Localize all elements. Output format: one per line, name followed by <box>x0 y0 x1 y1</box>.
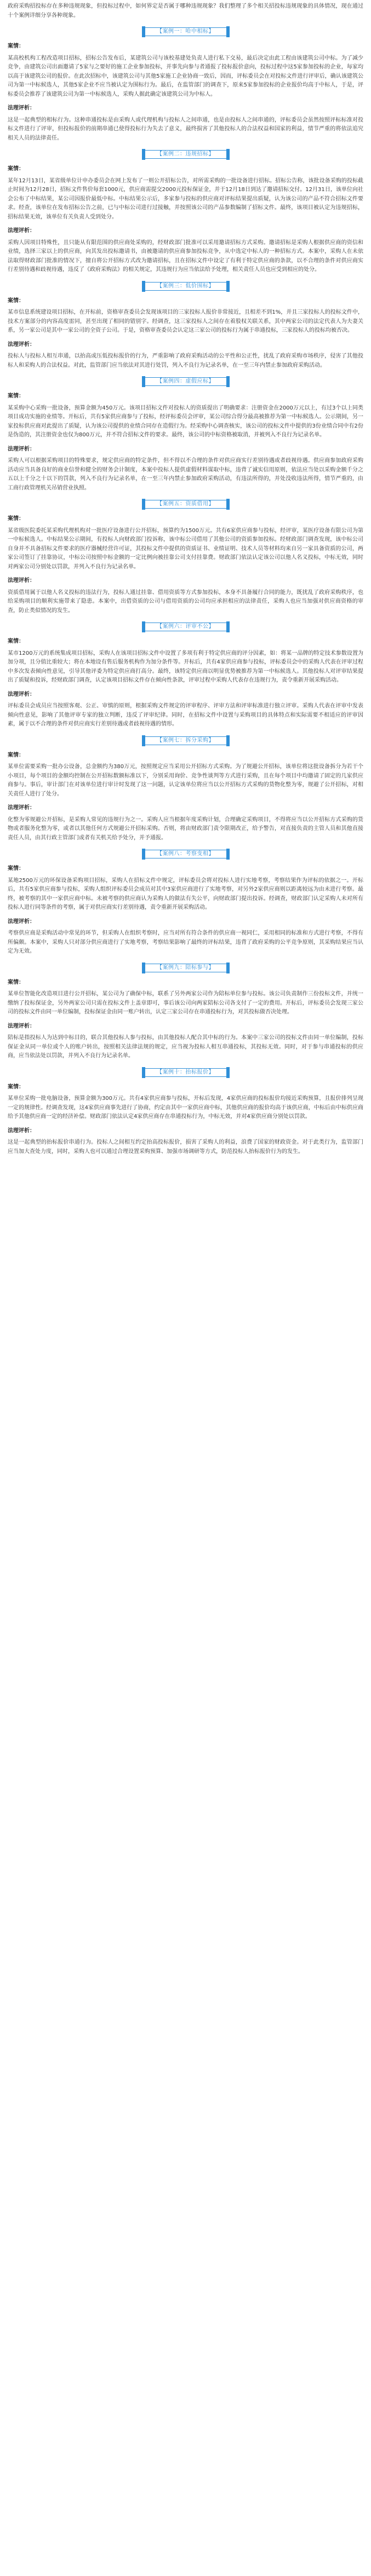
case-banner-title: 【案例二：违规招标】 <box>157 151 214 157</box>
case-body: 某单位采购一批电脑设备，预算金额为300万元。共有4家供应商参与投标，开标后发现，4家供应商的投标报价均接近采购预算，且报价排列呈现一定的规律性。经调查发现，这4家供应商事先进行了协商，约定由其中一家供应商中标，其他供应商的报价均高于该供应商，中标后由中标供应商给予其他供应商一定的经济补偿。财政部门依法认定4家供应商存在串通投标行为，中标无效，并对4家供应商分别处以罚款。 <box>8 1096 363 1120</box>
analysis-label: 法理评析： <box>8 1023 35 1029</box>
case-banner-title: 【案例八：考察变相】 <box>157 851 214 857</box>
analysis-body: 资质借用属于以他人名义投标的违法行为，投标人通过挂靠、借用资质等方式参加投标，本身不具备履行合同的能力，既扰乱了政府采购秩序，也给采购项目的顺利实施带来了隐患。本案中，出借资质的公司与借用资质的公司均应承担相应的法律责任，采购人也应当加强对供应商资格的审查，防止类似情况的发生。 <box>8 589 363 614</box>
analysis-label: 法理评析： <box>8 341 35 348</box>
case-label: 案情： <box>8 638 24 644</box>
case-banner <box>144 150 228 159</box>
case-section-4 <box>8 377 363 493</box>
case-section-1 <box>8 27 363 143</box>
case-banner-title: 【案例四：虚假应标】 <box>157 378 214 384</box>
case-body: 某年12月13日，某省级单位计申办委员会在网上发布了一则公开招标公告，对所需采购的一批设备进行招标。招标公告称，该批设备采购的投标截止时间为12月28日，招标文件售价每套1000元，供应商需提交2000元投标保证金，并于12月18日到达了邀请招标交付。12月31日，该单位向社会公布了中标结果，某公司因报价最低中标。中标结果公示后，多家参与投标的供应商对评标结果提出质疑，认为该公司的产品不符合招标文件要求。经查，该单位在发布招标公告之前，已与中标公司进行过接触，并按照该公司的产品参数编制了招标文件。最终，该项目被认定为违规招标，招标结果无效，该单位有关负责人受到处分。 <box>8 177 363 220</box>
case-section-6 <box>8 623 363 729</box>
case-body: 某高校机构工程改造项目招标，招标公告发布后，某建筑公司与该校基建处负责人进行私下交易，最后决定由此工程由该建筑公司中标。为了减少竞争，由建筑公司出面邀请了5家与之要好的施工企业参加投标，并事先向参与者通报了投标报价意向，投标过程中这5家参加投标的企业，每家均以高于该建筑公司的报价。在此次招标中，该建筑公司与其他5家施工企业协商一致后，因而，评标委员会在对投标文件进行评审后，确认该建筑公司为第一中标候选人，其他5家企业不应当被认定为围标行为。最后，在监管部门的调查下，原来5家参加投标的企业报价均高于中标人，于是，评标委员会推荐了该建筑公司为第一中标候选人，采购人据此确定该建筑公司为中标人。 <box>8 55 363 97</box>
analysis-label: 法理评析： <box>8 105 35 111</box>
analysis-body: 投标人与投标人相互串通，以抬高或压低投标报价的行为，严重影响了政府采购活动的公平性和公正性，扰乱了政府采购市场秩序，侵害了其他投标人和采购人的合法权益。对此，监管部门应当依法对其进行处罚，列入不良行为记录名单，在一至三年内禁止参加政府采购活动。 <box>8 353 363 368</box>
case-label: 案情： <box>8 1084 24 1090</box>
case-label: 案情： <box>8 166 24 172</box>
case-label: 案情： <box>8 43 24 49</box>
case-label: 案情： <box>8 752 24 758</box>
analysis-label: 法理评析： <box>8 691 35 698</box>
case-section-2 <box>8 150 363 275</box>
case-banner <box>144 964 228 972</box>
case-body: 某采购中心采购一批设备，预算金额为450万元。该项目招标文件对投标人的资质提出了明确要求：注册资金在2000万元以上，有过3个以上同类项目成功实施的业绩等。开标后，共有5家供应商参与了投标，经评标委员会评审，某公司综合得分最高被推荐为第一中标候选人。公示期间，另一家投标供应商对此提出了质疑，认为该公司提供的业绩合同存在造假行为。经采购中心调查核实，该公司的投标文件中提供的3份业绩合同中有2份是伪造的，其注册资金也仅为800万元，并不符合招标文件的要求。最终，该公司的中标资格被取消，并被列入不良行为记录名单。 <box>8 405 363 438</box>
case-banner <box>144 282 228 291</box>
case-banner <box>144 1068 228 1077</box>
analysis-label: 法理评析： <box>8 1127 35 1134</box>
case-banner-title: 【案例十：抬标报价】 <box>157 1069 214 1075</box>
case-banner <box>144 850 228 858</box>
case-body: 某单位智能化改造项目进行公开招标，某公司为了确保中标，联系了另外两家公司作为陪标单位参与投标。该公司负责制作三份投标文件，并统一缴纳了投标保证金，另外两家公司只需在投标文件上盖章即可，事后该公司向两家陪标公司各支付了一定的费用。开标后，评标委员会发现三家公司的投标文件由同一单位编制，投标保证金由同一账户转出，认定三家公司存在串通投标行为，对其投标做否决处理。 <box>8 991 363 1015</box>
analysis-body: 评标委员会成员应当按照客观、公正、审慎的原则，根据采购文件规定的评审程序、评审方法和评审标准进行独立评审。采购人代表在评审中发表倾向性意见，影响了其他评审专家的独立判断，违反了评审纪律。同时，在招标文件中设置与采购项目的具体特点和实际需要不相适应的评审因素，属于以不合理的条件对供应商实行差别待遇或者歧视待遇的情形。 <box>8 703 363 727</box>
analysis-label: 法理评析： <box>8 228 35 234</box>
case-label: 案情： <box>8 866 24 872</box>
analysis-body: 这是一起典型的相标行为。这种串通投标是由采购人或代理机构与投标人之间串通，也是由投标人之间串通的，评标委员会虽然按照评标标准对投标文件进行了评审，但投标报价的前期串通已使得投标行为失去了意义，最终损害了其他投标人的合法权益和国家的利益，情节严重的将依法追究相关人员的法律责任。 <box>8 117 363 141</box>
case-banner-title: 【案例六：评审不公】 <box>157 624 214 630</box>
case-banner-title: 【案例七：拆分采购】 <box>157 737 214 744</box>
analysis-label: 法理评析： <box>8 918 35 925</box>
analysis-body: 考察供应商是采购活动中常见的环节，但采购人在组织考察时，应当对所有符合条件的供应商一视同仁，采用相同的标准和方式进行考察，不得有所偏颇。本案中，采购人只对部分供应商进行了实地考察，考察结果影响了最终的评标结果，违背了政府采购的公平竞争原则，其采购结果应当认定为无效。 <box>8 930 363 954</box>
case-banner-title: 【案例五：资质借用】 <box>157 501 214 507</box>
case-label: 案情： <box>8 297 24 304</box>
case-body: 某地2500万元的环保设备采购项目招标，采购人在招标文件中规定，评标委员会将对投标人进行实地考察，考察结果作为评标的依据之一。开标后，共有5家供应商参与投标，采购人组织评标委员会成员对其中3家供应商进行了实地考察，对另外2家供应商则以距离较远为由未进行考察。最终，被考察的其中一家供应商中标。未被考察的供应商认为采购人的做法有失公平，向财政部门提出投诉。经调查，财政部门认定采购人未对所有投标人进行同等条件的考察，属于对供应商实行差别待遇，责令重新开展采购活动。 <box>8 877 363 910</box>
case-label: 案情： <box>8 979 24 986</box>
analysis-body: 陪标是指投标人为达到中标目的，联合其他投标人参与投标，由其他投标人配合其中标的行为。本案中三家公司的投标文件由同一单位编制，投标保证金从同一单位或个人的账户转出，按照相关法律法规的规定，应当视为投标人相互串通投标，其投标无效。同时，对于参与串通投标的供应商，应当依法处以罚款，并列入不良行为记录名单。 <box>8 1035 363 1059</box>
case-banner <box>144 623 228 631</box>
case-body: 某市1200万元的系统集成项目招标，采购人在该项目招标文件中设置了多项有利于特定供应商的评分因素，如：将某一品牌的特定技术参数设置为加分项，且分值比重较大；将在本地设有售后服务机构作为加分条件等。开标后，共有4家供应商参与投标，评标委员会中的采购人代表在评审过程中多次发表倾向性意见，引导其他评委为特定供应商打高分。最终，该特定供应商以明显优势被推荐为第一中标候选人。其他投标人对评审结果提出了质疑和投诉，经财政部门调查，认定该项目招标文件存在倾向性条款，评审过程中采购人代表存在违规行为，责令重新开展采购活动。 <box>8 650 363 683</box>
case-label: 案情： <box>8 516 24 522</box>
case-banner-title: 【案例一：哈中相标】 <box>157 28 214 34</box>
case-banner-title: 【案例三：低价围标】 <box>157 283 214 289</box>
analysis-body: 化整为零规避公开招标，是采购人常见的违规行为之一。采购人应当根据年度采购计划，合理确定采购项目，不得将应当以公开招标方式采购的货物或者服务化整为零，或者以其他任何方式规避公开招标采购。否则，将由财政部门责令限期改正，给予警告，对直接负责的主管人员和其他直接责任人员，由其行政主管部门或者有关机关给予处分，并予通报。 <box>8 816 363 841</box>
case-banner-title: 【案例九：陪标参与】 <box>157 964 214 971</box>
case-section-8 <box>8 850 363 956</box>
case-body: 某省级医院委托某采购代理机构对一批医疗设备进行公开招标，预算约为1500万元。共有6家供应商参与投标，经评审，某医疗设备有限公司为第一中标候选人。中标结果公示期间，有投标人向财政部门投诉称，该中标公司借用了其他公司的资质参加投标。经财政部门调查发现，该中标公司自身并不具备招标文件要求的医疗器械经营许可证，其投标文件中提供的资质证书、业绩证明、技术人员等材料均来自另一家具备资质的公司，两家公司签订了挂靠协议，中标公司按照中标金额的一定比例向被挂靠公司支付挂靠费。财政部门依法认定该公司以他人名义投标，中标无效，同时对两家公司分别处以罚款，并列入不良行为记录名单。 <box>8 527 363 570</box>
analysis-label: 法理评析： <box>8 805 35 811</box>
case-banner <box>144 377 228 386</box>
case-label: 案情： <box>8 393 24 399</box>
case-section-9 <box>8 964 363 1061</box>
case-banner <box>144 27 228 36</box>
case-body: 某单位需要采购一批办公设备，总金额约为380万元，按照规定应当采用公开招标方式采购。为了规避公开招标，该单位将这批设备拆分为若干个小项目，每个项目的金额均控制在公开招标数额标准以下，分别采用询价、竞争性谈判等方式进行采购，且在每个项目中均邀请了固定的几家供应商参与。事后，审计部门在对该单位进行审计时发现了这一问题，认定该单位将应当以公开招标方式采购的货物化整为零，规避了公开招标，对相关责任人进行了处分。 <box>8 764 363 797</box>
analysis-body: 采购人可以根据采购项目的特殊要求，规定供应商的特定条件，但不得以不合理的条件对供应商实行差别待遇或者歧视待遇。供应商参加政府采购活动应当具备良好的商业信誉和健全的财务会计制度，本案中投标人提供虚假材料谋取中标，违背了诚实信用原则，依法应当处以采购金额千分之五以上千分之十以下的罚款，列入不良行为记录名单，在一至三年内禁止参加政府采购活动，有违法所得的，并处没收违法所得，情节严重的，由工商行政管理机关吊销营业执照。 <box>8 458 363 491</box>
analysis-label: 法理评析： <box>8 446 35 452</box>
analysis-body: 这是一起典型的抬标报价串通行为。投标人之间相互约定抬高投标报价，损害了采购人的利益，浪费了国家的财政资金。对于此类行为，监管部门应当加大查处力度，同时，采购人也可以通过合理设置采购预算、加强市场调研等方式，防范投标人抬标报价行为的发生。 <box>8 1139 363 1155</box>
case-body: 某市信息系统建设项目招标，在开标前，资格审查委员会发现该项目的三家投标人报价非常接近，且相差不到1%，并且三家投标人的投标文件中，技术方案部分的内容高度雷同，甚至出现了相同的错别字。经调查，这三家投标人之间存在着股权关联关系，其中两家公司的法定代表人为夫妻关系，另一家公司是其中一家公司的全资子公司。于是，资格审查委员会认定这三家公司的投标行为属于串通投标，三家投标人的投标均被否决。 <box>8 309 363 333</box>
case-section-3 <box>8 282 363 371</box>
article <box>0 0 371 1156</box>
case-banner <box>144 500 228 509</box>
case-section-10 <box>8 1068 363 1157</box>
case-section-7 <box>8 736 363 843</box>
article-intro: 政府采购招投标存在多种违规现象，但投标过程中，如何界定是否属于哪种违规现象？我们整理了多个相关招投标违规现象的具体情况，现在通过十个案例详细分享各种现象。 <box>8 3 363 19</box>
case-section-5 <box>8 500 363 615</box>
analysis-label: 法理评析： <box>8 578 35 584</box>
analysis-body: 采购人因项目特殊性，且只能从有限范围的供应商处采购的，经财政部门批准可以采用邀请招标方式采购。邀请招标是采购人根据供应商的资信和业绩，选择三家以上的供应商，向其发出投标邀请书，由被邀请的供应商参加投标竞争，从中选定中标人的一种招标方式。本案中，采购人在未依法取得财政部门批准的情况下，擅自将公开招标方式改为邀请招标，且在招标文件中设定了有利于特定供应商的条款，以不合理的条件对供应商实行差别待遇和歧视待遇，违反了《政府采购法》的相关规定，其违规行为应当依法给予处理，相关责任人员也应受到相应的处分。 <box>8 239 363 273</box>
case-banner <box>144 736 228 745</box>
